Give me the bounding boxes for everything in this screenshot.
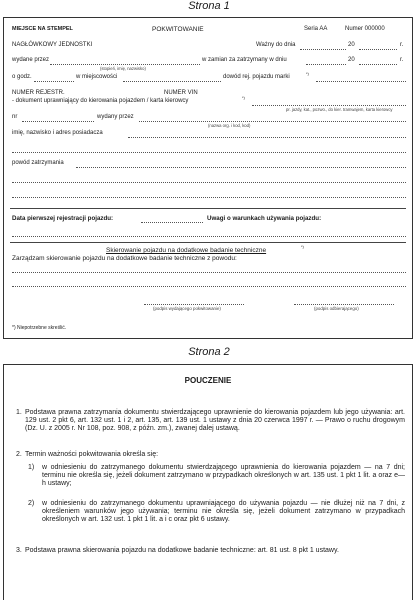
instructions-box	[3, 364, 413, 600]
vehicle-proof-field	[316, 81, 406, 82]
reason-field-3	[12, 197, 406, 198]
sig-left-line	[144, 304, 244, 305]
remarks-label: Uwagi o warunkach używania pojazdu:	[207, 215, 322, 222]
first-reg-field	[141, 222, 203, 223]
remarks-field	[12, 236, 406, 237]
doc-title: POKWITOWANIE	[152, 26, 204, 33]
in-exchange-field	[306, 64, 346, 65]
divider-1	[10, 208, 406, 209]
p1-num: 1.	[16, 409, 22, 416]
p2a-num: 1)	[28, 464, 35, 471]
issued-by-label: wydane przez	[12, 57, 50, 63]
valid-year: 20	[348, 42, 355, 48]
nr-label: nr	[12, 114, 18, 120]
page-label-2: Strona 2	[188, 346, 230, 358]
at-hour-field	[34, 81, 74, 82]
in-place-field	[123, 81, 221, 82]
in-place-label: w miejscowości	[76, 74, 118, 80]
sig-right-label: (podpis odbierającego)	[314, 306, 359, 311]
first-reg-label: Data pierwszej rejestracji pojazdu:	[12, 215, 114, 222]
in-exchange-year-field	[359, 64, 397, 65]
referral-title: Skierowanie pojazdu na dodatkowe badanie techniczne	[106, 247, 267, 254]
p2a-text: w odniesieniu do zatrzymanego dokumentu stwierdzającego uprawnienia do kierowania pojazdem — na 7 dni; terminu nie określa się, jeżeli dokument zatrzymano w przypadkach określonych w art. 135 ust. 1 pkt 1 lit. a oraz e—h ustawy;	[42, 464, 405, 488]
issued-hint: (stopień, imię, nazwisko)	[100, 66, 146, 71]
p3-text: Podstawa prawna skierowania pojazdu na dodatkowe badanie techniczne: art. 81 ust. 8 pkt 1 ustawy.	[25, 547, 339, 554]
divider-2	[10, 242, 406, 243]
unit-name: NAGŁÓWKOWY JEDNOSTKI	[12, 42, 93, 48]
owner-field-2	[12, 152, 406, 153]
referral-sup: *)	[301, 244, 304, 249]
instructions-title: POUCZENIE	[184, 376, 232, 385]
license-doc-sup: *)	[242, 95, 245, 100]
footnote: *) Niepotrzebne skreślić.	[12, 325, 67, 331]
license-doc-label: - dokument uprawniający do kierowania pojazdem / karta kierowcy	[12, 98, 189, 104]
page-label-1: Strona 1	[188, 0, 230, 12]
in-exchange-label: w zamian za zatrzymany w dniu	[202, 57, 287, 63]
doc-number: Numer 000000	[345, 26, 385, 32]
p2b-num: 2)	[28, 500, 35, 507]
reason-field-2	[12, 182, 406, 183]
p2-text: Termin ważności pokwitowania określa się:	[25, 451, 159, 458]
issued-by2-label: wydany przez	[97, 114, 134, 120]
org-hint: (nazwa org. i kod, kod)	[208, 123, 251, 128]
in-exchange-suffix: r.	[400, 57, 404, 63]
valid-until-label: Ważny do dnia	[256, 42, 296, 48]
issued-by-field	[50, 64, 200, 65]
valid-until-field	[300, 49, 346, 50]
nr-field	[22, 121, 94, 122]
series: Seria AA	[304, 26, 328, 32]
valid-year-field	[359, 49, 397, 50]
issued-by2-field	[139, 121, 406, 122]
owner-field	[128, 137, 406, 138]
license-hint: pr. jazdy, kat., pozwo., do kier. tramwajem, karta kierowcy	[286, 107, 393, 112]
reason-label: powód zatrzymania	[12, 160, 64, 166]
vehicle-proof-sup: *)	[306, 71, 309, 76]
at-hour-label: o godz.	[12, 74, 32, 80]
valid-year-suffix: r.	[400, 42, 404, 48]
stamp-place: MIEJSCE NA STEMPEL	[12, 26, 73, 32]
vin-number-label: NUMER VIN	[164, 90, 198, 96]
p2-num: 2.	[16, 451, 22, 458]
license-doc-field	[252, 105, 406, 106]
referral-text: Zarządzam skierowanie pojazdu na dodatkowe badanie techniczne z powodu:	[12, 255, 237, 262]
p3-num: 3.	[16, 547, 22, 554]
in-exchange-year: 20	[348, 57, 355, 63]
p2b-text: w odniesieniu do zatrzymanego dokumentu uprawniającego do używania pojazdu — nie dłużej niż na 7 dni, z określeniem warunków jego używania; terminu nie określa się, jeżeli dokument zatrzymano w przypadkach określonych w art. 132 ust. 1 pkt 1 lit. a i c oraz pkt 6 ustawy.	[42, 500, 405, 524]
referral-field-1	[12, 272, 406, 273]
sig-left-label: (podpis wydającego pokwitowanie)	[153, 306, 221, 311]
owner-label: imię, nazwisko i adres posiadacza	[12, 130, 103, 136]
reg-number-label: NUMER REJESTR.	[12, 90, 65, 96]
referral-field-2	[12, 286, 406, 287]
reason-field	[76, 167, 406, 168]
vehicle-proof-label: dowód rej. pojazdu marki	[223, 74, 290, 80]
p1-text: Podstawa prawna zatrzymania dokumentu stwierdzającego uprawnienie do kierowania pojazdem lub jego używania: art. 129 ust. 2 pkt 6, art. 132 ust. 1 i 2, art. 135, art. 139 ust. 1 ustawy z dnia 20 czerwca 1997 r. — Prawo o ruchu drogowym (Dz. U. z 2005 r. Nr 108, poz. 908, z późn. zm.), zwanej dalej ustawą.	[25, 409, 405, 433]
sig-right-line	[294, 304, 394, 305]
receipt-form	[3, 17, 413, 339]
